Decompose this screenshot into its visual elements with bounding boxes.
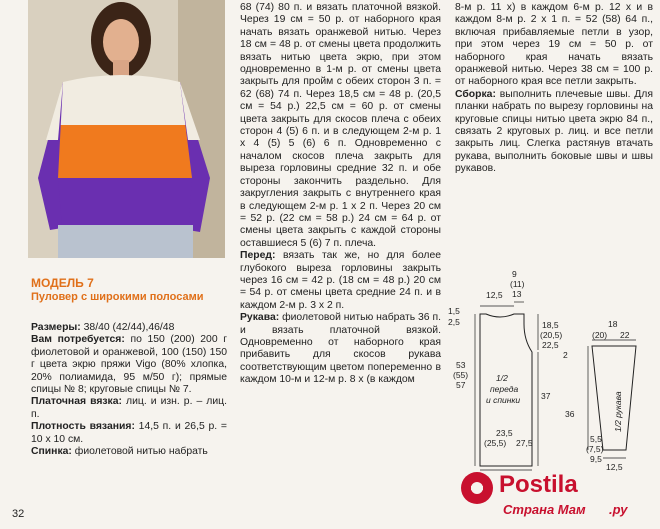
sleeve-dim-5-5: 5,5 xyxy=(590,434,602,444)
sleeve-paragraph xyxy=(240,312,441,386)
materials-paragraph xyxy=(31,334,227,396)
density-text: 14,5 п. и 26,5 р. = 10 x 10 см. xyxy=(31,421,227,445)
assembly-label: Сборка: xyxy=(455,88,496,100)
pattern-diagram xyxy=(440,262,660,477)
model-title: МОДЕЛЬ 7 xyxy=(31,276,94,290)
sleeve-dim-12-5: 12,5 xyxy=(606,462,623,472)
body-label-1: 1/2 xyxy=(496,373,508,383)
dim-27-5: 27,5 xyxy=(516,438,533,448)
dim-36: 36 xyxy=(565,409,575,419)
model-photo xyxy=(28,0,225,258)
sleeve-continued-text: 8-м р. 11 x) в каждом 6-м р. 12 x и в каждом 8-м р. 2 x 1 п. = 52 (58) 64 п., включая прибавляемые петли в узор, при этом через 19 см = 50 р. от наборного края начать вязать оранжевой нитью. Через 38 см = 100 р. от наборного края все петли закрыть. xyxy=(455,2,653,88)
sleeve-text: фиолетовой нитью набрать 36 п. и вязать платочной вязкой. Одновременно от наборного края прибавить для скосов рукава соответствующим цветом попеременно в каждом 10-м и 12-м р. 8 x (в каждом xyxy=(240,312,441,386)
model-illustration xyxy=(28,0,225,258)
back-paragraph xyxy=(31,446,227,458)
dim-22-5: 22,5 xyxy=(542,340,559,350)
knit-text: лиц. и изн. р. – лиц. п. xyxy=(31,396,227,420)
sleeve-label: Рукава: xyxy=(240,312,280,324)
sleeve-dim-22: 22 xyxy=(620,330,630,340)
sizes-paragraph xyxy=(31,322,227,334)
dim-1-5: 1,5 xyxy=(448,306,460,316)
sleeve-dim-7-5: (7,5) xyxy=(586,444,604,454)
front-paragraph xyxy=(240,250,441,312)
sleeve-label: 1/2 рукава xyxy=(613,391,623,432)
dim-13: 13 xyxy=(512,289,522,299)
knit-paragraph xyxy=(31,396,227,421)
back-label: Спинка: xyxy=(31,446,72,458)
model-subtitle: Пуловер с широкими полосами xyxy=(31,291,204,303)
back-text: фиолетовой нитью набрать xyxy=(71,446,208,458)
back-continued-text: 68 (74) 80 п. и вязать платочной вязкой. Через 19 см = 50 р. от наборного края начать вязать оранжевой нитью. Через 18 см = 48 р. от смены цвета продолжить вязать нитью цвета экрю, при этом одновременно в 1-м р. от смены цвета закрыть для пройм с обеих сторон 3 п. = 62 (68) 74 п. Через 18,5 см = 48 р. (20,5 см = 54 р.) 22,5 см = 60 р. от смены цвета закрыть для скосов плеча с обеих сторон 4 (5) 6 п. и в следующем 2-м р. 1 x 4 (5) 5 (6) 6 п. Одновременно с началом скосов плеча закрыть для выреза горловины средние 32 п. и обе стороны закончить раздельно. Для закругления закрыть с внутреннего края в следующем 2-м р. 1 x 2 п. Через 20 см = 52 р. (22 см = 58 р.) 24 см = 64 р. от смены цвета закрыть с каждой стороны оставшиеся 5 (6) 7 п. плеча. xyxy=(240,2,441,249)
dim-37: 37 xyxy=(541,391,551,401)
logo-site: Страна Мам xyxy=(503,502,586,517)
density-paragraph xyxy=(31,421,227,446)
sleeve-dim-18: 18 xyxy=(608,319,618,329)
dim-18-5: 18,5 xyxy=(542,320,559,330)
postila-logo-icon xyxy=(455,462,655,524)
dim-55: (55) xyxy=(453,370,469,380)
dim-57: 57 xyxy=(456,380,466,390)
dim-12-5: 12,5 xyxy=(486,290,503,300)
body-label-2: переда xyxy=(490,384,519,394)
body-label-3: и спинки xyxy=(486,395,521,405)
column-2 xyxy=(240,2,441,387)
logo-brand: Postila xyxy=(499,471,578,498)
dim-23-5: 23,5 xyxy=(496,428,513,438)
column-1 xyxy=(31,322,227,458)
sleeve-dim-20: (20) xyxy=(592,330,608,340)
dim-25-5: (25,5) xyxy=(484,438,507,448)
sleeve-dim-9-5: 9,5 xyxy=(590,454,602,464)
sizes-label: Размеры: xyxy=(31,322,81,333)
assembly-paragraph xyxy=(455,89,653,176)
dim-20-5: (20,5) xyxy=(540,330,563,340)
dim-2: 2 xyxy=(563,350,568,360)
assembly-text: выполнить плечевые швы. Для планки набрать по вырезу горловины на круговые спицы нитью цвета экрю 84 п., связать 2 круговых р. лиц. и все петли закрыть лиц. Слегка растянув втачать рукава, выполнить боковые швы и швы рукавов. xyxy=(455,88,653,175)
postila-watermark xyxy=(455,462,655,524)
front-text: вязать так же, но для более глубокого выреза горловины закрыть через 16 см = 42 р. (18 см = 48 р.) 20 см = 54 р. от смены цвета средние 24 п. и в каждом 2-м р. 3 x 2 п. xyxy=(240,250,441,311)
page-number: 32 xyxy=(12,508,25,520)
density-label: Плотность вязания: xyxy=(31,421,135,433)
knit-label: Платочная вязка: xyxy=(31,396,122,408)
column-3 xyxy=(455,2,653,176)
logo-domain: .ру xyxy=(609,502,628,517)
materials-text: по 150 (200) 200 г фиолетовой и оранжевой, 100 (150) 150 г цвета экрю пряжи Vigo (80% хлопка, 20% полиамида, 95 м/50 г); прямые спицы № 8; круговые спицы № 7. xyxy=(31,334,227,396)
sizes-text: 38/40 (42/44),46/48 xyxy=(80,322,175,333)
dim-2-5: 2,5 xyxy=(448,317,460,327)
dim-11: (11) xyxy=(510,279,525,289)
dim-9: 9 xyxy=(512,269,517,279)
materials-label: Вам потребуется: xyxy=(31,334,125,346)
front-label: Перед: xyxy=(240,250,276,262)
dim-53: 53 xyxy=(456,360,466,370)
